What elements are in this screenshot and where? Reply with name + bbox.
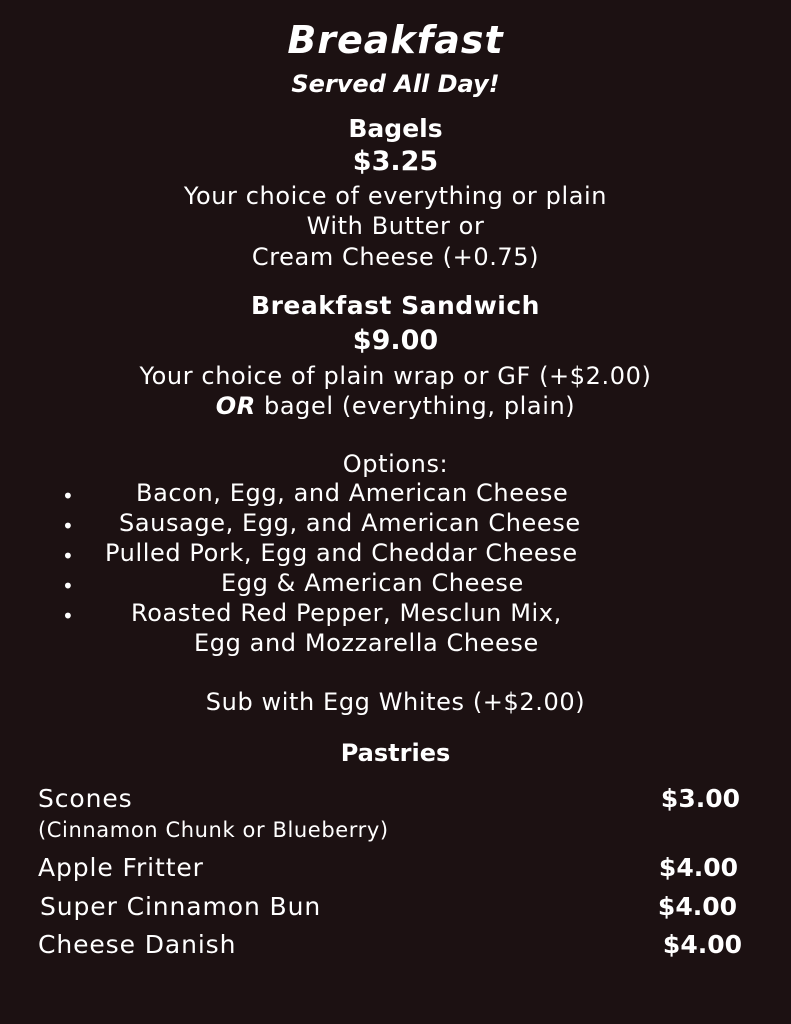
- or-emphasis: OR: [215, 392, 256, 420]
- bagels-price: $3.25: [352, 146, 439, 177]
- menu-title: Breakfast: [287, 18, 504, 62]
- pastry-price: $4.00: [662, 930, 742, 959]
- bullet-icon: •: [62, 574, 74, 598]
- bagels-desc-line: Cream Cheese (+0.75): [251, 243, 540, 271]
- sandwich-desc-rest: bagel (everything, plain): [255, 392, 576, 420]
- bullet-icon: •: [62, 484, 74, 508]
- pastry-price: $4.00: [658, 853, 738, 882]
- option-item-continuation: Egg and Mozzarella Cheese: [194, 629, 539, 657]
- option-item: Pulled Pork, Egg and Cheddar Cheese: [105, 539, 578, 567]
- sandwich-heading: Breakfast Sandwich: [251, 291, 540, 320]
- option-item: Egg & American Cheese: [221, 569, 524, 597]
- sandwich-desc-line-or: [0, 392, 791, 420]
- options-label: Options:: [342, 450, 449, 478]
- sandwich-price: $9.00: [352, 325, 439, 356]
- bullet-icon: •: [62, 544, 74, 568]
- menu-subtitle: Served All Day!: [291, 70, 500, 98]
- sub-egg-whites-note: Sub with Egg Whites (+$2.00): [205, 688, 586, 716]
- bullet-icon: •: [62, 514, 74, 538]
- pastries-heading: Pastries: [340, 739, 451, 767]
- pastry-name: Apple Fritter: [38, 853, 204, 882]
- pastry-price: $3.00: [660, 784, 740, 813]
- bagels-heading: Bagels: [348, 114, 443, 143]
- option-item: Sausage, Egg, and American Cheese: [119, 509, 581, 537]
- sandwich-desc-line: Your choice of plain wrap or GF (+$2.00): [139, 362, 652, 390]
- option-item: Roasted Red Pepper, Mesclun Mix,: [131, 599, 562, 627]
- pastry-name: Cheese Danish: [38, 930, 237, 959]
- pastry-note: (Cinnamon Chunk or Blueberry): [38, 818, 389, 842]
- bagels-desc-line: Your choice of everything or plain: [183, 182, 608, 210]
- pastry-name: Scones: [38, 784, 133, 813]
- bullet-icon: •: [62, 604, 74, 628]
- option-item: Bacon, Egg, and American Cheese: [136, 479, 569, 507]
- pastry-name: Super Cinnamon Bun: [40, 892, 322, 921]
- bagels-desc-line: With Butter or: [306, 212, 485, 240]
- pastry-price: $4.00: [657, 892, 737, 921]
